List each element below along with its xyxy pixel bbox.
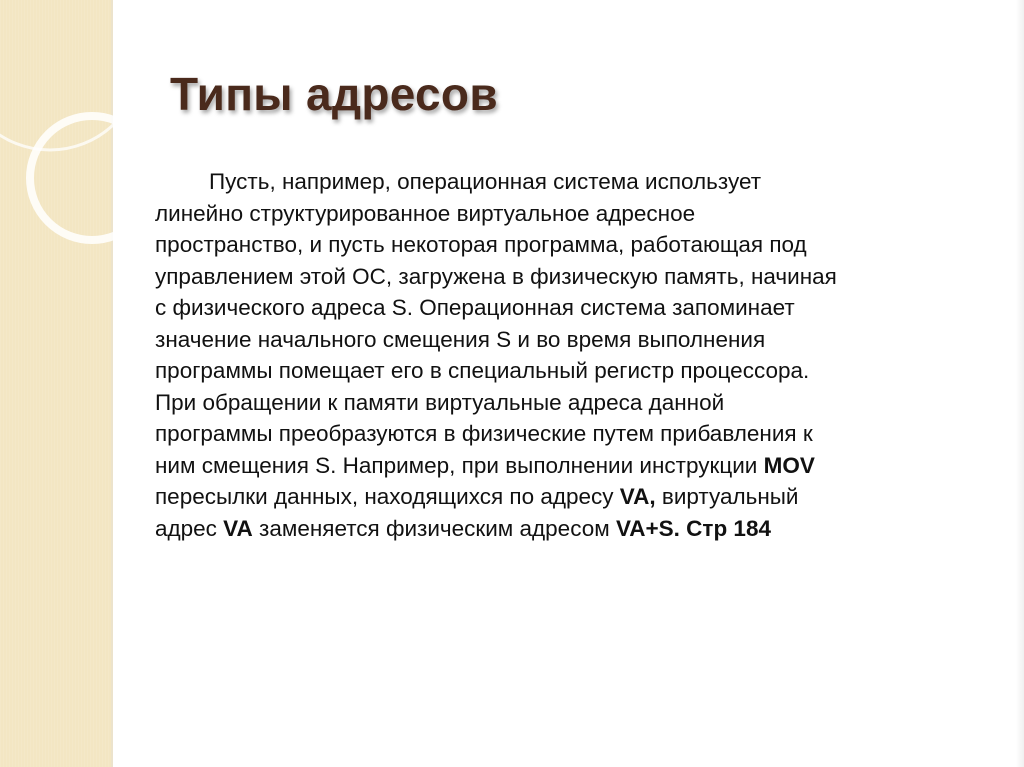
- text-segment: программы помещает его в специальный регистр процессора.: [155, 358, 810, 383]
- text-segment: Пусть, например, операционная система использует: [209, 169, 762, 194]
- text-segment: управлением этой ОС, загружена в физическую память, начиная: [155, 263, 837, 289]
- text-line: [155, 292, 955, 324]
- text-segment: адрес: [155, 515, 224, 541]
- text-segment: с физического адреса S. Операционная система запоминает: [155, 295, 795, 320]
- text-line: [155, 481, 955, 513]
- text-segment: пересылки данных, находящихся по адресу: [155, 484, 620, 509]
- right-edge-shadow: [1016, 0, 1024, 767]
- bold-text-segment: VA,: [619, 484, 656, 509]
- decorative-rings: [0, 0, 140, 300]
- text-segment: ним смещения S. Например, при выполнении инструкции: [155, 452, 764, 478]
- bold-text-segment: VA+S. Стр 184: [615, 515, 771, 541]
- text-segment: При обращении к памяти виртуальные адреса данной: [155, 389, 725, 415]
- text-line: [155, 324, 955, 356]
- medium-ring: [30, 116, 154, 240]
- text-line: [155, 355, 955, 387]
- text-segment: программы преобразуются в физические путем прибавления к: [155, 421, 813, 446]
- text-line: [155, 450, 955, 482]
- text-line: [155, 229, 955, 261]
- text-segment: линейно структурированное виртуальное адресное: [155, 200, 696, 226]
- slide-title: Типы адресов: [170, 68, 498, 120]
- bold-text-segment: MOV: [763, 452, 815, 478]
- body-paragraph: [155, 166, 955, 544]
- text-line: [155, 418, 955, 450]
- text-segment: заменяется физическим адресом: [252, 515, 616, 541]
- text-segment: значение начального смещения S и во время выполнения: [155, 326, 766, 352]
- text-line: [155, 387, 955, 419]
- text-segment: пространство, и пусть некоторая программа, работающая под: [155, 232, 807, 257]
- bold-text-segment: VA: [223, 515, 253, 541]
- text-line: [155, 198, 955, 230]
- text-line: [155, 261, 955, 293]
- text-segment: виртуальный: [655, 484, 799, 509]
- text-line: [155, 166, 955, 198]
- text-line: [155, 513, 955, 545]
